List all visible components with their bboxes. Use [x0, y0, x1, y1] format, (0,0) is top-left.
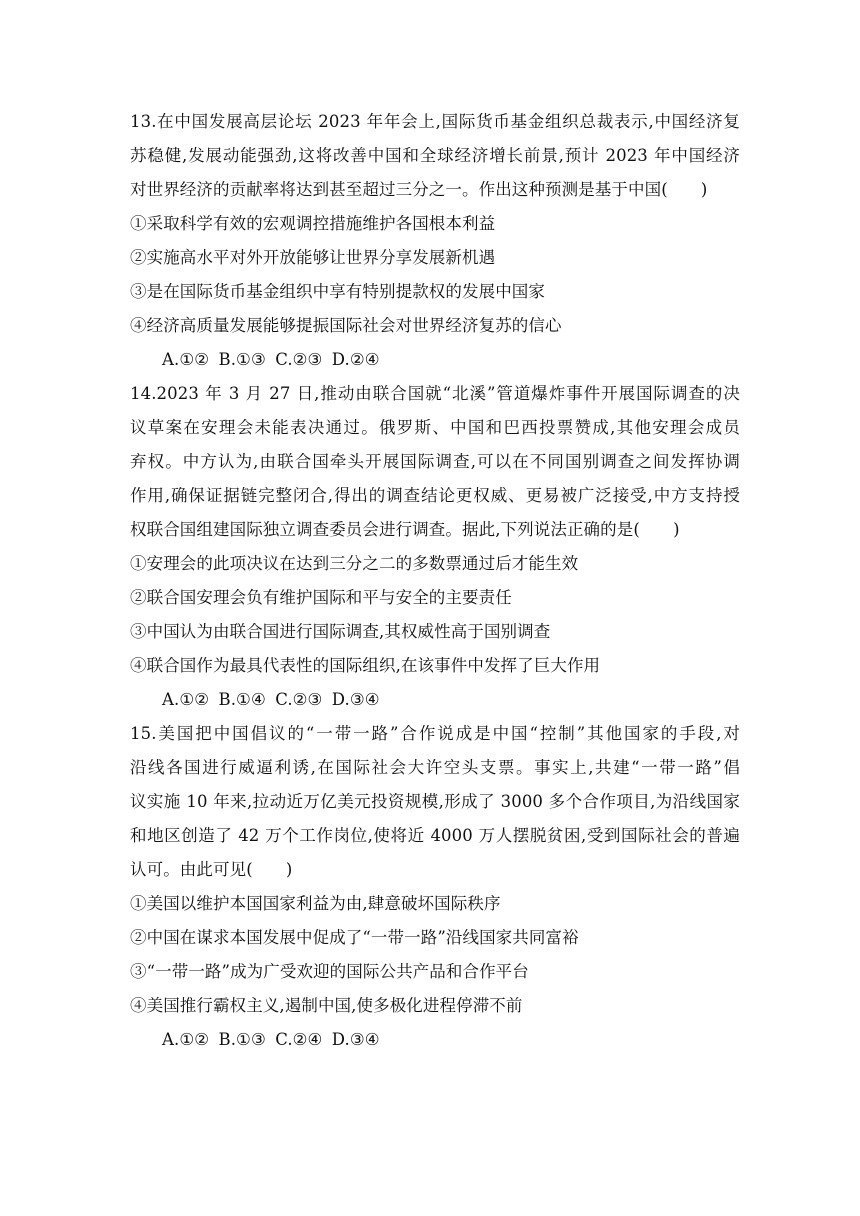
exam-page: [130, 105, 740, 1057]
statement-option: ①采取科学有效的宏观调控措施维护各国根本利益: [130, 214, 496, 233]
question-stem-line: 对世界经济的贡献率将达到甚至超过三分之一。作出这种预测是基于中国( ): [130, 180, 708, 199]
question-stem-line: 权联合国组建国际独立调查委员会进行调查。据此,下列说法正确的是( ): [130, 520, 680, 539]
question-stem-line: 议实施 10 年来,拉动近万亿美元投资规模,形成了 3000 多个合作项目,为沿线国家: [130, 792, 740, 811]
question-stem-line: 15.美国把中国倡议的“一带一路”合作说成是中国“控制”其他国家的手段,对: [130, 724, 740, 743]
statement-option: ③中国认为由联合国进行国际调查,其权威性高于国别调查: [130, 622, 551, 641]
statement-option: ④美国推行霸权主义,遏制中国,使多极化进程停滞不前: [130, 996, 523, 1015]
question-stem-line: 议草案在安理会未能表决通过。俄罗斯、中国和巴西投票赞成,其他安理会成员: [130, 418, 740, 437]
question-stem-line: 13.在中国发展高层论坛 2023 年年会上,国际货币基金组织总裁表示,中国经济复: [130, 112, 740, 131]
question-13: [130, 105, 740, 377]
answer-choices: A.①② B.①④ C.②③ D.③④: [162, 690, 380, 709]
statement-option: ④联合国作为最具代表性的国际组织,在该事件中发挥了巨大作用: [130, 656, 601, 675]
answer-choices: A.①② B.①③ C.②③ D.②④: [162, 350, 380, 369]
question-15: [130, 717, 740, 1057]
question-stem-line: 弃权。中方认为,由联合国牵头开展国际调查,可以在不同国别调查之间发挥协调: [130, 452, 740, 471]
statement-option: ②实施高水平对外开放能够让世界分享发展新机遇: [130, 248, 496, 267]
question-stem-line: 沿线各国进行威逼利诱,在国际社会大许空头支票。事实上,共建“一带一路”倡: [130, 758, 740, 777]
statement-option: ①美国以维护本国国家利益为由,肆意破坏国际秩序: [130, 894, 501, 913]
question-stem-line: 14.2023 年 3 月 27 日,推动由联合国就“北溪”管道爆炸事件开展国际调查的决: [130, 384, 740, 403]
statement-option: ③是在国际货币基金组织中享有特别提款权的发展中国家: [130, 282, 545, 301]
question-stem-line: 作用,确保证据链完整闭合,得出的调查结论更权威、更易被广泛接受,中方支持授: [130, 486, 740, 505]
question-stem-line: 认可。由此可见( ): [130, 860, 293, 879]
statement-option: ②联合国安理会负有维护国际和平与安全的主要责任: [130, 588, 512, 607]
statement-option: ②中国在谋求本国发展中促成了“一带一路”沿线国家共同富裕: [130, 928, 579, 947]
statement-option: ①安理会的此项决议在达到三分之二的多数票通过后才能生效: [130, 554, 579, 573]
answer-choices: A.①② B.①③ C.②④ D.③④: [162, 1030, 380, 1049]
statement-option: ④经济高质量发展能够提振国际社会对世界经济复苏的信心: [130, 316, 562, 335]
question-stem-line: 和地区创造了 42 万个工作岗位,使将近 4000 万人摆脱贫困,受到国际社会的普遍: [130, 826, 740, 845]
question-stem-line: 苏稳健,发展动能强劲,这将改善中国和全球经济增长前景,预计 2023 年中国经济: [130, 146, 740, 165]
statement-option: ③“一带一路”成为广受欢迎的国际公共产品和合作平台: [130, 962, 529, 981]
question-14: [130, 377, 740, 717]
